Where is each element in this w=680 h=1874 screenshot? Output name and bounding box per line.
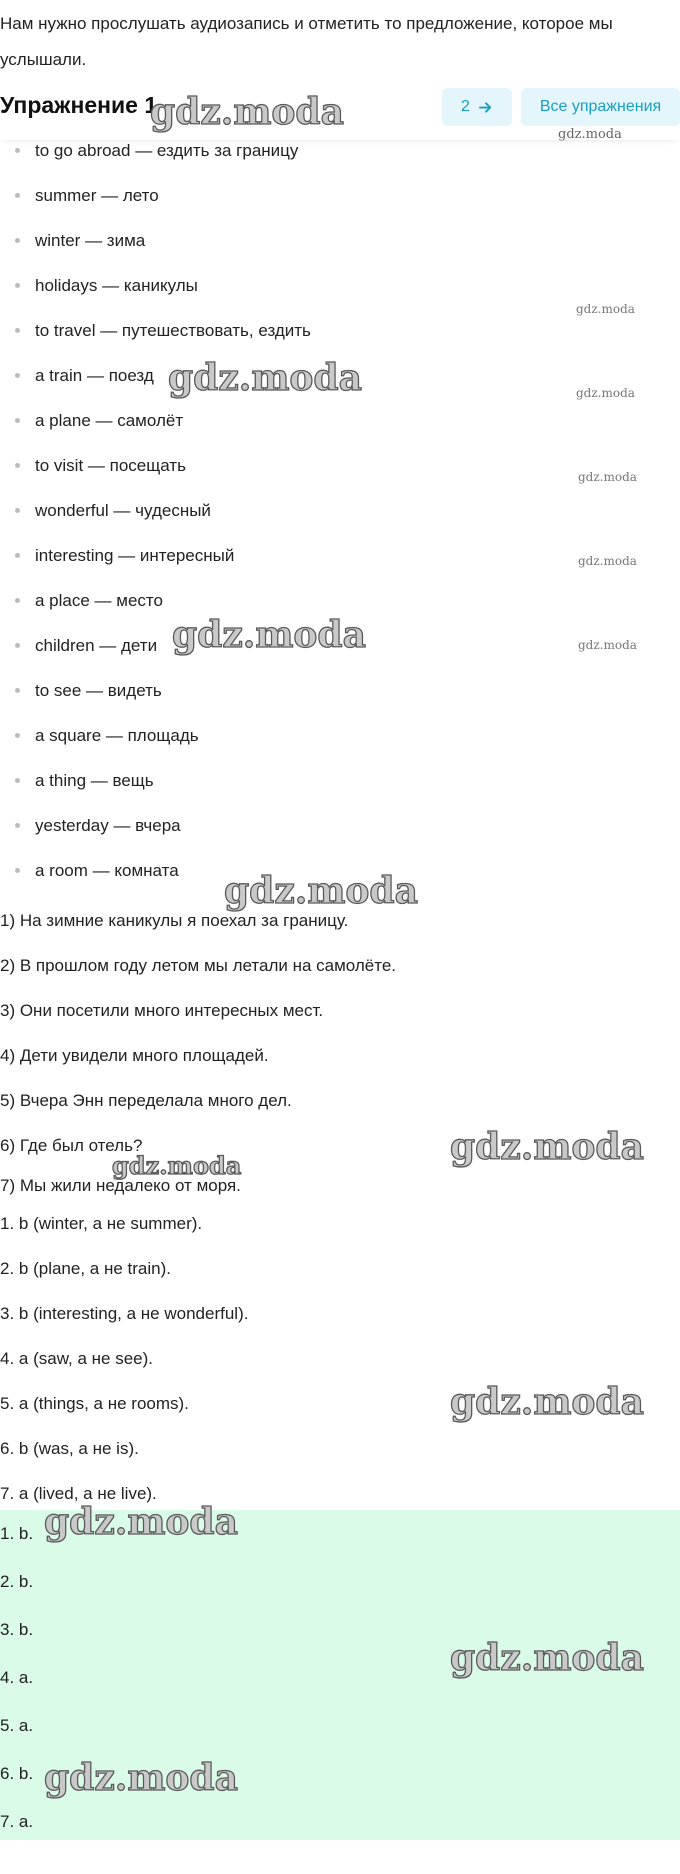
list-item — [0, 533, 311, 578]
list-item-text: winter — зима — [35, 231, 146, 250]
bullet-icon — [15, 373, 20, 378]
list-item — [0, 263, 311, 308]
list-item — [0, 758, 311, 803]
bullet-icon — [15, 238, 20, 243]
list-item-text: to see — видеть — [35, 681, 162, 700]
list-item-text: a train — поезд — [35, 366, 154, 385]
bullet-icon — [15, 463, 20, 468]
list-item — [0, 443, 311, 488]
watermark: gdz.moda — [44, 1757, 238, 1799]
list-item-text: to visit — посещать — [35, 456, 186, 475]
list-item: 2) В прошлом году летом мы летали на самолёте. — [0, 956, 397, 975]
list-item: 1) На зимние каникулы я поехал за границу. — [0, 911, 349, 930]
bullet-icon — [15, 148, 20, 153]
watermark: gdz.moda — [450, 1381, 644, 1423]
exercise-title: Упражнение 1 — [0, 92, 158, 118]
list-item: 7. a. — [0, 1812, 34, 1831]
all-exercises-button[interactable]: Все упражнения — [521, 88, 680, 126]
watermark: gdz.moda — [450, 1126, 644, 1168]
watermark: gdz.moda — [112, 1151, 242, 1180]
watermark: gdz.moda — [172, 614, 366, 656]
list-item-text: a place — место — [35, 591, 163, 610]
bullet-icon — [15, 283, 20, 288]
list-item: 2. b. — [0, 1572, 34, 1591]
list-item: 3. b (interesting, а не wonderful). — [0, 1304, 249, 1323]
list-item-text: summer — лето — [35, 186, 159, 205]
bullet-icon — [15, 193, 20, 198]
list-item: 1. b (winter, а не summer). — [0, 1214, 203, 1233]
watermark: gdz.moda — [450, 1637, 644, 1679]
list-item: 5. a (things, а не rooms). — [0, 1394, 189, 1413]
list-item — [0, 398, 311, 443]
bullet-icon — [15, 508, 20, 513]
watermark: gdz.moda — [44, 1501, 238, 1543]
list-item-text: a plane — самолёт — [35, 411, 184, 430]
list-item: 5. a. — [0, 1716, 34, 1735]
list-item: 3. b. — [0, 1620, 34, 1639]
list-item: 4. a. — [0, 1668, 34, 1687]
bullet-icon — [15, 598, 20, 603]
list-item: 6. b (was, а не is). — [0, 1439, 139, 1458]
next-exercise-label: 2 — [461, 98, 470, 115]
next-exercise-button[interactable] — [442, 88, 512, 126]
bullet-icon — [15, 553, 20, 558]
arrow-right-icon — [478, 100, 493, 115]
bullet-icon — [15, 643, 20, 648]
list-item-text: wonderful — чудесный — [35, 501, 211, 520]
list-item-text: a room — комната — [35, 861, 179, 880]
list-item — [0, 803, 311, 848]
bullet-icon — [15, 868, 20, 873]
bullet-icon — [15, 688, 20, 693]
watermark: gdz.moda — [578, 638, 637, 652]
list-item — [0, 668, 311, 713]
list-item — [0, 488, 311, 533]
vocabulary-list — [0, 128, 311, 893]
list-item-text: interesting — интересный — [35, 546, 235, 565]
bullet-icon — [15, 733, 20, 738]
list-item-text: yesterday — вчера — [35, 816, 181, 835]
bullet-icon — [15, 328, 20, 333]
list-item-text: a thing — вещь — [35, 771, 154, 790]
list-item-text: a square — площадь — [35, 726, 199, 745]
bullet-icon — [15, 778, 20, 783]
bullet-icon — [15, 823, 20, 828]
intro-text: Нам нужно прослушать аудиозапись и отметить то предложение, которое мы услышали. — [0, 14, 613, 69]
list-item: 5) Вчера Энн переделала много дел. — [0, 1091, 292, 1110]
bullet-icon — [15, 418, 20, 423]
list-item: 7) Мы жили недалеко от моря. — [0, 1176, 241, 1195]
watermark: gdz.moda — [224, 870, 418, 912]
list-item-text: children — дети — [35, 636, 158, 655]
list-item — [0, 308, 311, 353]
watermark: gdz.moda — [558, 127, 622, 142]
list-item: 2. b (plane, а не train). — [0, 1259, 171, 1278]
list-item: 6) Где был отель? — [0, 1136, 143, 1155]
list-item-text: to go abroad — ездить за границу — [35, 141, 299, 160]
list-item — [0, 713, 311, 758]
list-item: 4) Дети увидели много площадей. — [0, 1046, 269, 1065]
list-item-text: holidays — каникулы — [35, 276, 198, 295]
list-item: 1. b. — [0, 1524, 34, 1543]
watermark: gdz.moda — [578, 554, 637, 568]
list-item: 4. a (saw, а не see). — [0, 1349, 154, 1368]
answers-explained-list — [0, 1201, 248, 1516]
list-item — [0, 218, 311, 263]
watermark: gdz.moda — [578, 470, 637, 484]
list-item-text: to travel — путешествовать, ездить — [35, 321, 311, 340]
watermark: gdz.moda — [576, 386, 635, 400]
watermark: gdz.moda — [150, 91, 344, 133]
list-item: 7. a (lived, а не live). — [0, 1484, 157, 1503]
watermark: gdz.moda — [168, 357, 362, 399]
list-item: 6. b. — [0, 1764, 34, 1783]
list-item — [0, 173, 311, 218]
watermark: gdz.moda — [576, 302, 635, 316]
list-item: 3) Они посетили много интересных мест. — [0, 1001, 324, 1020]
